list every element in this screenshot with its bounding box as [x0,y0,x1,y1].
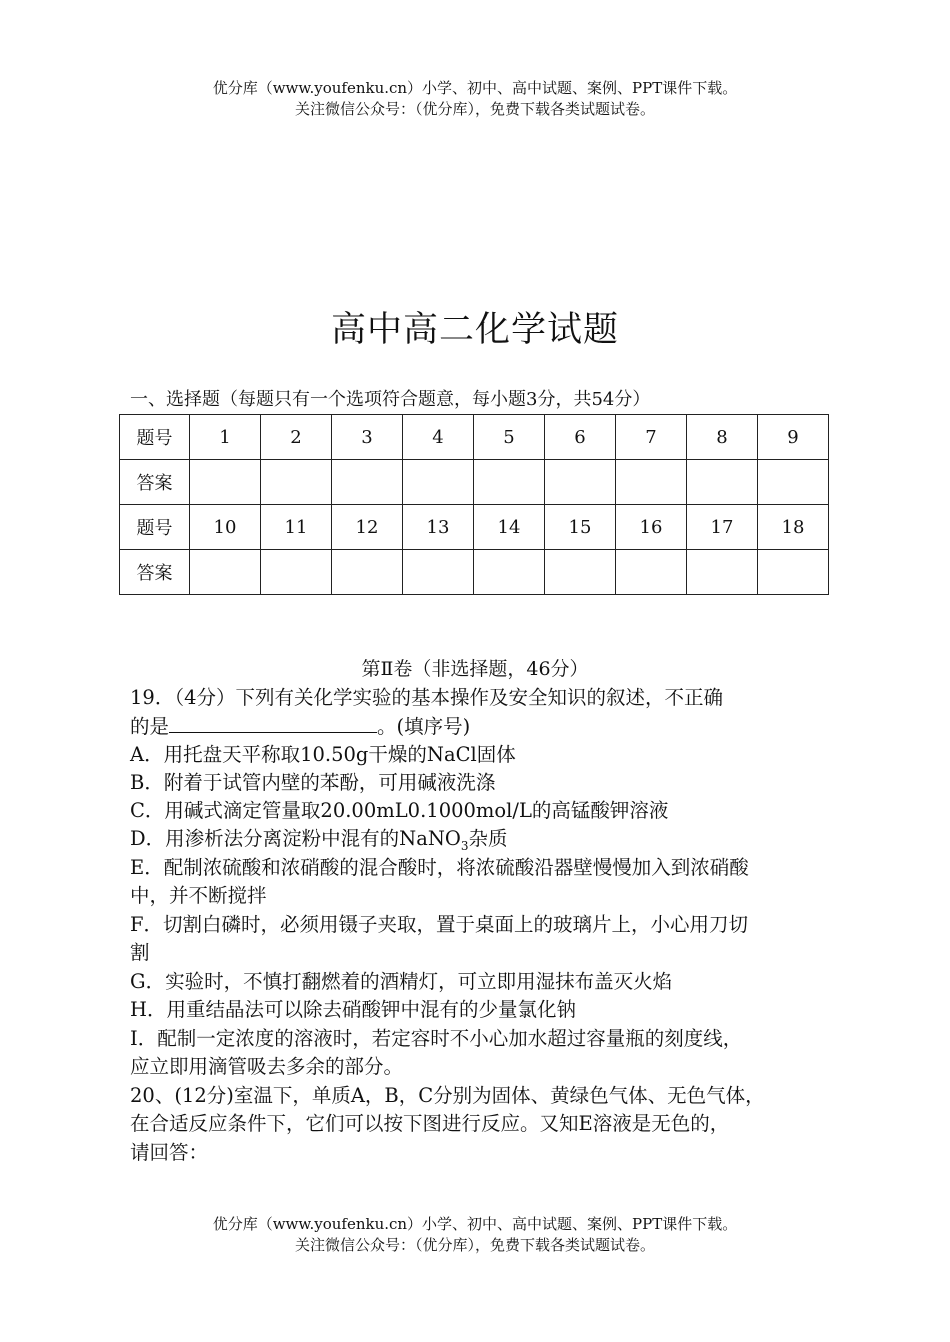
question-number: 6 [545,415,616,460]
answer-cell[interactable] [616,460,687,505]
question-number: 12 [332,505,403,550]
question-number: 1 [190,415,261,460]
question-number: 15 [545,505,616,550]
q19-option-d-text: D．用渗析法分离淀粉中混有的NaNO [130,827,461,850]
question-number: 8 [687,415,758,460]
answer-cell[interactable] [261,460,332,505]
footer-line-2: 关注微信公众号：（优分库），免费下载各类试题试卷。 [294,1236,655,1254]
answer-cell[interactable] [403,550,474,595]
question-number: 7 [616,415,687,460]
q19-option-c: C．用碱式滴定管量取20.00mL0.1000mol/L的高锰酸钾溶液 [130,799,669,822]
q19-option-g: G．实验时，不慎打翻燃着的酒精灯，可立即用湿抹布盖灭火焰 [130,970,673,993]
question-number: 4 [403,415,474,460]
q19-stem: 19．（4分）下列有关化学实验的基本操作及安全知识的叙述，不正确 [130,686,723,709]
header-line-2: 关注微信公众号：（优分库），免费下载各类试题试卷。 [294,100,655,118]
q19-stem-post: 。(填序号) [377,715,471,738]
q19-option-f-cont: 割 [130,941,150,964]
q19-option-h: H．用重结晶法可以除去硝酸钾中混有的少量氯化钠 [130,998,577,1021]
question-number: 16 [616,505,687,550]
table-row [120,505,829,550]
answer-cell[interactable] [190,460,261,505]
q19-option-a: A．用托盘天平称取10.50g干燥的NaCl固体 [130,743,516,766]
q19-option-d-subscript: 3 [460,838,469,853]
answer-cell[interactable] [616,550,687,595]
q20-stem: 20、(12分)室温下，单质A，B，C分别为固体、黄绿色气体、无色气体， [130,1084,765,1107]
question-number: 18 [758,505,829,550]
table-row [120,550,829,595]
row-label-answer: 答案 [120,550,190,595]
question-number: 14 [474,505,545,550]
answer-cell[interactable] [758,460,829,505]
question-number: 10 [190,505,261,550]
section2-heading: 第Ⅱ卷（非选择题，46分） [361,658,589,680]
question-number: 5 [474,415,545,460]
row-label-question: 题号 [120,505,190,550]
q19-option-d-tail: 杂质 [468,827,508,850]
q19-stem-pre: 的是 [130,715,170,738]
answer-cell[interactable] [474,550,545,595]
footer-line-1: 优分库（www.youfenku.cn）小学、初中、高中试题、案例、PPT课件下载。 [212,1215,738,1233]
answer-cell[interactable] [758,550,829,595]
answer-cell[interactable] [261,550,332,595]
q19-option-f: F．切割白磷时，必须用镊子夹取，置于桌面上的玻璃片上，小心用刀切 [130,913,749,936]
table-row [120,415,829,460]
q20-stem-cont: 在合适反应条件下，它们可以按下图进行反应。又知E溶液是无色的， [130,1112,730,1135]
header-line-1: 优分库（www.youfenku.cn）小学、初中、高中试题、案例、PPT课件下载。 [212,79,738,97]
q19-option-e: E．配制浓硫酸和浓硝酸的混合酸时，将浓硫酸沿器壁慢慢加入到浓硝酸 [130,856,749,879]
answer-cell[interactable] [190,550,261,595]
answer-cell[interactable] [687,460,758,505]
question-number: 9 [758,415,829,460]
question-number: 3 [332,415,403,460]
table-row [120,460,829,505]
answer-cell[interactable] [545,550,616,595]
q19-option-e-cont: 中，并不断搅拌 [130,884,267,907]
question-number: 2 [261,415,332,460]
answer-cell[interactable] [332,550,403,595]
q19-option-i-cont: 应立即用滴管吸去多余的部分。 [130,1055,404,1078]
answer-cell[interactable] [332,460,403,505]
answer-blank[interactable] [169,712,377,733]
q20-stem-cont2: 请回答： [130,1141,209,1164]
question-number: 13 [403,505,474,550]
row-label-question: 题号 [120,415,190,460]
answer-cell[interactable] [403,460,474,505]
answer-table [119,414,829,595]
q19-stem-cont [130,712,470,741]
question-number: 11 [261,505,332,550]
answer-cell[interactable] [545,460,616,505]
row-label-answer: 答案 [120,460,190,505]
page-title: 高中高二化学试题 [330,310,619,350]
q19-option-i: I．配制一定浓度的溶液时，若定容时不小心加水超过容量瓶的刻度线， [130,1027,743,1050]
q19-option-b: B．附着于试管内壁的苯酚，可用碱液洗涤 [130,771,496,794]
answer-cell[interactable] [687,550,758,595]
section1-heading: 一、选择题（每题只有一个选项符合题意，每小题3分，共54分） [130,389,651,410]
answer-cell[interactable] [474,460,545,505]
question-number: 17 [687,505,758,550]
